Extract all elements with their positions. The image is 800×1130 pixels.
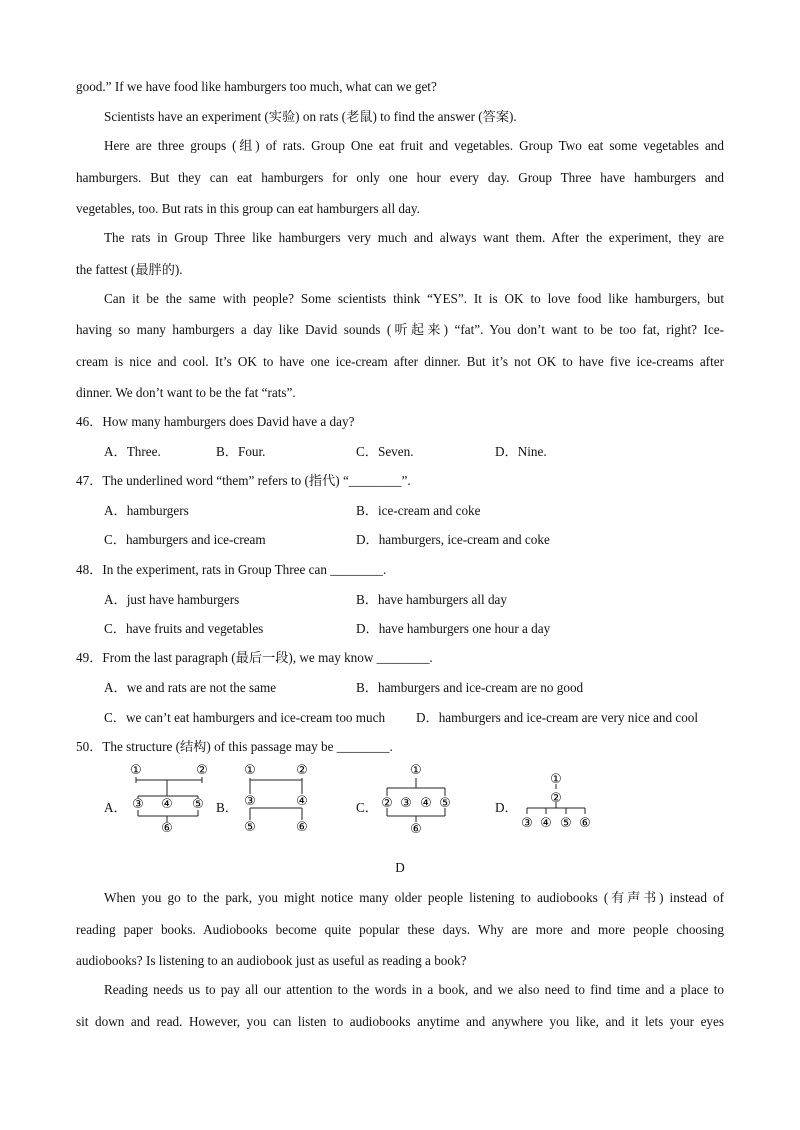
node-6: ⑥	[296, 820, 308, 835]
passage-line: Reading needs us to pay all our attention to the words in a book, and we also need to find time and a place to	[104, 982, 724, 997]
q46-option-b: B．Four.	[216, 444, 266, 459]
passage-line: reading paper books. Audiobooks become quite popular these days. Why are more and more people choosing	[76, 922, 724, 937]
node-4: ④	[540, 816, 552, 831]
node-4: ④	[161, 797, 173, 812]
q46-option-a: A．Three.	[104, 444, 161, 459]
structure-diagram-c	[376, 762, 458, 838]
passage-line: dinner. We don’t want to be the fat “rats”.	[76, 385, 296, 400]
node-3: ③	[244, 794, 256, 809]
section-heading-d: D	[395, 860, 405, 875]
q47-option-a: A．hamburgers	[104, 503, 189, 518]
passage-line: hamburgers. But they can eat hamburgers for only one hour every day. Group Three have hamburgers and	[76, 170, 724, 185]
node-3: ③	[132, 797, 144, 812]
passage-line: Scientists have an experiment (实验) on rats (老鼠) to find the answer (答案).	[104, 109, 517, 124]
question-50-stem: 50．The structure (结构) of this passage may be ________.	[76, 739, 393, 754]
node-3: ③	[521, 816, 533, 831]
q48-option-b: B．have hamburgers all day	[356, 592, 508, 607]
structure-diagram-d	[516, 766, 598, 838]
q50-option-d: D．	[495, 800, 518, 815]
node-1: ①	[410, 763, 422, 778]
q47-option-c: C．hamburgers and ice-cream	[104, 532, 266, 547]
structure-diagram-a	[126, 762, 216, 838]
node-2: ②	[296, 763, 308, 778]
q50-option-a: A．	[104, 800, 127, 815]
passage-line: sit down and read. However, you can listen to audiobooks anytime and anywhere you like, and it lets your eyes	[76, 1014, 724, 1029]
q47-option-b: B．ice-cream and coke	[356, 503, 481, 518]
q46-option-d: D．Nine.	[495, 444, 547, 459]
node-3: ③	[400, 796, 412, 811]
passage-line: audiobooks? Is listening to an audiobook just as useful as reading a book?	[76, 953, 467, 968]
question-47-stem: 47．The underlined word “them” refers to (指代) “________”.	[76, 473, 411, 488]
q50-option-b: B．	[216, 800, 238, 815]
node-6: ⑥	[161, 821, 173, 836]
passage-line: Can it be the same with people? Some scientists think “YES”. It is OK to love food like hamburgers, but	[104, 291, 724, 306]
passage-line: cream is nice and cool. It’s OK to have one ice-cream after dinner. But it’s not OK to have five ice-creams after	[76, 354, 724, 369]
q49-option-b: B．hamburgers and ice-cream are no good	[356, 680, 584, 695]
q47-option-d: D．hamburgers, ice-cream and coke	[356, 532, 550, 547]
q48-option-d: D．have hamburgers one hour a day	[356, 621, 551, 636]
node-4: ④	[420, 796, 432, 811]
node-1: ①	[244, 763, 256, 778]
q48-option-c: C．have fruits and vegetables	[104, 621, 264, 636]
node-5: ⑤	[439, 796, 451, 811]
passage-line: having so many hamburgers a day like David sounds (听起来) “fat”. You don’t want to be too fat, right? Ice-	[76, 322, 724, 337]
node-2: ②	[196, 763, 208, 778]
q46-option-c: C．Seven.	[356, 444, 414, 459]
q48-option-a: A．just have hamburgers	[104, 592, 240, 607]
question-48-stem: 48．In the experiment, rats in Group Three can ________.	[76, 562, 387, 577]
question-49-stem: 49．From the last paragraph (最后一段), we may know ________.	[76, 650, 433, 665]
node-6: ⑥	[410, 822, 422, 837]
node-5: ⑤	[244, 820, 256, 835]
q49-option-c: C．we can’t eat hamburgers and ice-cream too much	[104, 710, 386, 725]
node-4: ④	[296, 794, 308, 809]
passage-line: the fattest (最胖的).	[76, 262, 183, 277]
q49-option-d: D．hamburgers and ice-cream are very nice and cool	[416, 710, 699, 725]
node-2: ②	[381, 796, 393, 811]
passage-line: good.” If we have food like hamburgers too much, what can we get?	[76, 79, 437, 94]
q49-option-a: A．we and rats are not the same	[104, 680, 277, 695]
node-5: ⑤	[192, 797, 204, 812]
node-2: ②	[550, 791, 562, 806]
node-5: ⑤	[560, 816, 572, 831]
passage-line: vegetables, too. But rats in this group can eat hamburgers all day.	[76, 201, 420, 216]
passage-line: When you go to the park, you might notice many older people listening to audiobooks (有声书) instead of	[104, 890, 724, 905]
structure-diagram-b	[238, 762, 318, 838]
passage-line: Here are three groups (组) of rats. Group One eat fruit and vegetables. Group Two eat some vegetables and	[104, 138, 724, 153]
node-1: ①	[550, 772, 562, 787]
passage-line: The rats in Group Three like hamburgers very much and always want them. After the experiment, they are	[104, 230, 724, 245]
node-1: ①	[130, 763, 142, 778]
node-6: ⑥	[579, 816, 591, 831]
q50-option-c: C．	[356, 800, 378, 815]
question-46-stem: 46．How many hamburgers does David have a day?	[76, 414, 355, 429]
